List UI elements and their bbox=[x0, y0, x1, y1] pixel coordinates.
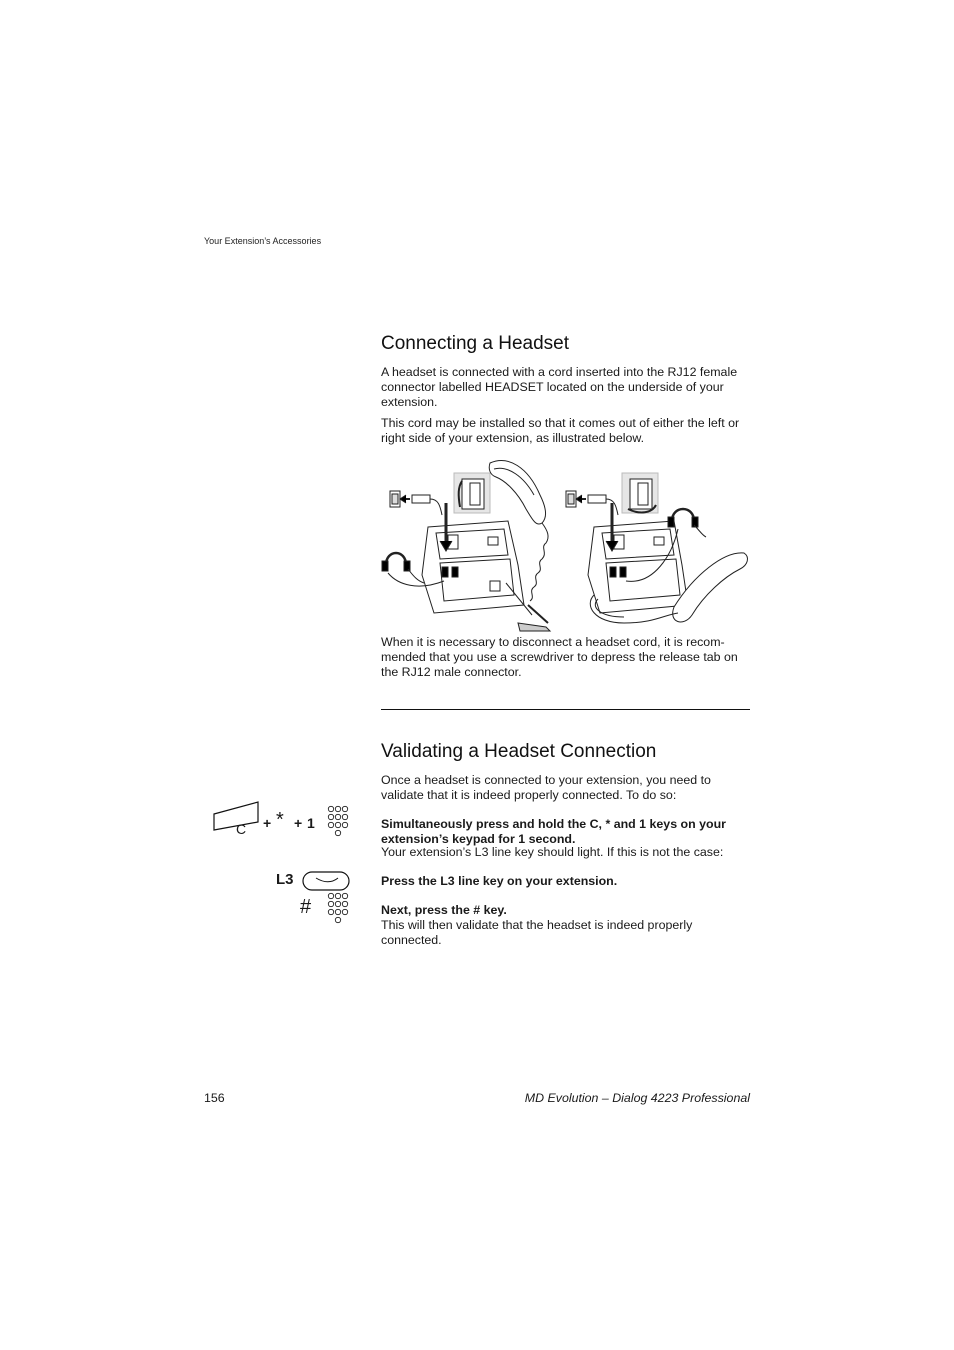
running-header: Your Extension’s Accessories bbox=[204, 236, 322, 246]
line-key-icon bbox=[302, 870, 352, 892]
right-phone-diagram bbox=[566, 473, 747, 623]
step-validated-note: This will then validate that the headset is indeed properly connected. bbox=[381, 918, 693, 947]
step-press-c-star-1: Simultaneously press and hold the C, * and 1 keys on your extension’s keypad for 1 second. bbox=[381, 817, 726, 846]
keypad-icon bbox=[328, 806, 347, 835]
keypad-icon bbox=[322, 890, 352, 930]
paragraph-validate-intro: Once a headset is connected to your extension, you need to validate that it is indeed properly connected. To do so: bbox=[381, 773, 711, 802]
clear-key-label: C bbox=[236, 821, 247, 837]
document-title: MD Evolution – Dialog 4223 Professional bbox=[524, 1091, 750, 1105]
hash-label: # bbox=[300, 896, 312, 918]
key-combination-c-star-1 bbox=[210, 800, 355, 844]
l3-label: L3 bbox=[276, 871, 294, 888]
star-key-label: * bbox=[276, 809, 284, 831]
section-title-connecting: Connecting a Headset bbox=[381, 333, 570, 354]
step-l3-note: Your extension’s L3 line key should light. If this is not the case: bbox=[381, 845, 724, 859]
left-phone-diagram bbox=[382, 461, 550, 631]
page-number: 156 bbox=[204, 1091, 225, 1105]
step-press-hash: Next, press the # key. bbox=[381, 903, 507, 917]
section-title-validating: Validating a Headset Connection bbox=[381, 741, 657, 762]
section-divider bbox=[381, 709, 750, 710]
combo-plus-2: + bbox=[294, 815, 303, 831]
combo-plus-1: + bbox=[263, 815, 272, 831]
paragraph-intro: A headset is connected with a cord inserted into the RJ12 female connector labelled HEADSET located on the underside of your extension. bbox=[381, 365, 738, 409]
paragraph-disconnect: When it is necessary to disconnect a headset cord, it is recom-mended that you use a screwdriver to depress the release tab on the RJ12 male connector. bbox=[381, 635, 738, 679]
headset-connection-illustration bbox=[378, 455, 754, 635]
step-press-l3: Press the L3 line key on your extension. bbox=[381, 874, 618, 888]
paragraph-cord: This cord may be installed so that it comes out of either the left or right side of your extension, as illustrated below. bbox=[381, 416, 740, 445]
one-key-label: 1 bbox=[307, 815, 315, 831]
hash-key bbox=[296, 890, 356, 930]
